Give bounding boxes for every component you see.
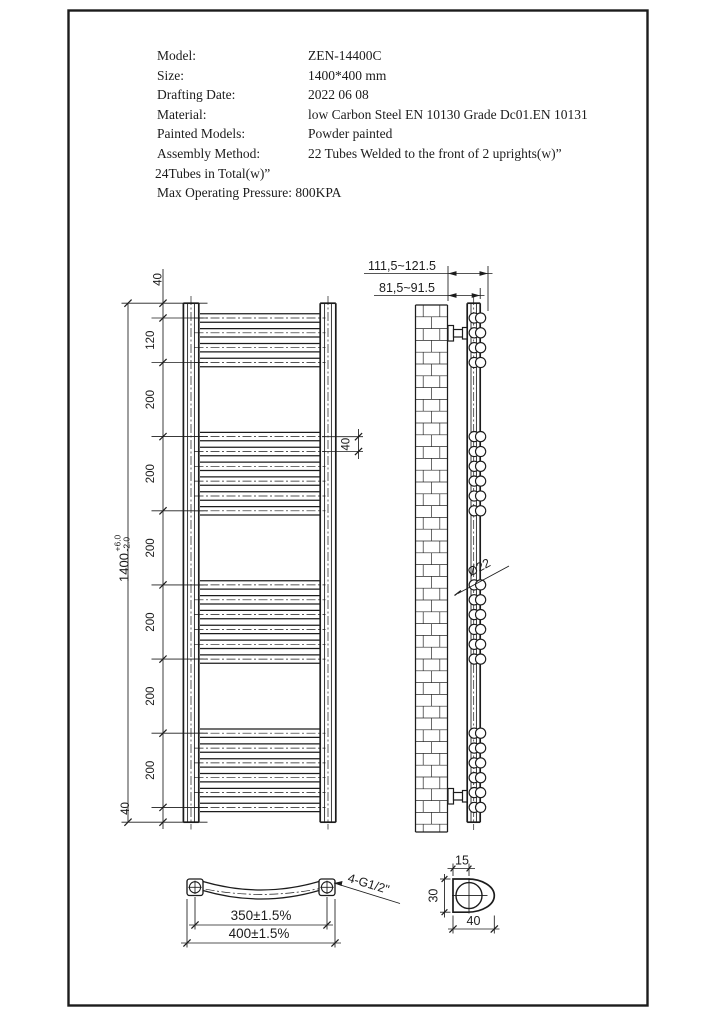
- spec-size-value: 1400*400 mm: [308, 67, 387, 83]
- spec-row-size: [157, 66, 637, 86]
- spec-row-assembly: [157, 144, 637, 164]
- section-height-text: 30: [426, 888, 441, 903]
- wall-bracket-bottom: [448, 789, 467, 805]
- fitting-callout: [334, 871, 400, 904]
- spec-row-date: [157, 85, 637, 105]
- tube-pitch-text: 40: [340, 437, 353, 451]
- section-offset-text: 15: [455, 853, 469, 868]
- side-view: [364, 259, 509, 832]
- overall-height-dim: [113, 534, 132, 582]
- section-detail: [427, 854, 500, 934]
- spec-size-label: Size:: [157, 67, 184, 83]
- center-distance-dim: [189, 897, 333, 930]
- chain-dim-200-6: 200: [145, 760, 157, 780]
- wall-to-front-text: 111,5~121.5: [367, 259, 437, 273]
- spec-block: [157, 46, 637, 203]
- spec-row-painted: [157, 124, 637, 144]
- section-height-dim: [427, 874, 451, 918]
- chain-dim-200-5: 200: [145, 686, 157, 706]
- overall-width-text: 400±1.5%: [228, 926, 290, 941]
- overall-height-text: 1400: [116, 553, 132, 582]
- spec-row-material: [157, 105, 637, 125]
- chain-dim-40-bottom: 40: [120, 802, 132, 815]
- spec-painted-value: Powder painted: [308, 126, 393, 142]
- spec-material-label: Material:: [157, 106, 207, 122]
- section-width-dim: [448, 914, 500, 934]
- spec-assembly-label: Assembly Method:: [157, 145, 261, 161]
- tolerance-minus-text: -2.0: [121, 536, 132, 552]
- spec-date-value: 2022 06 08: [308, 87, 369, 103]
- fitting-text: 4-G1/2": [346, 870, 392, 897]
- section-width-text: 40: [466, 914, 481, 928]
- section-offset-dim: [448, 854, 476, 877]
- spec-continuation-line: 24Tubes in Total(w)”: [155, 165, 271, 181]
- wall-to-back-text: 81,5~91.5: [379, 281, 435, 295]
- spec-model-label: Model:: [157, 48, 196, 63]
- chain-dim-200-2: 200: [145, 464, 157, 484]
- front-tubes: [195, 314, 326, 812]
- tolerance-plus-text: +6.0: [112, 534, 123, 552]
- chain-dim-120: 120: [145, 330, 157, 350]
- chain-dim-200-3: 200: [145, 538, 157, 558]
- spec-painted-label: Painted Models:: [157, 126, 246, 142]
- spec-model-value: ZEN-14400C: [308, 48, 382, 63]
- chain-dim-200-4: 200: [145, 612, 157, 632]
- spec-pressure-line: Max Operating Pressure: 800KPA: [157, 185, 342, 201]
- wall-bracket-top: [448, 326, 467, 342]
- bottom-view: [181, 871, 400, 948]
- left-end-cap: [187, 879, 203, 896]
- chain-dim-200-1: 200: [145, 390, 157, 410]
- center-distance-text: 350±1.5%: [230, 908, 292, 923]
- spec-assembly-value: 22 Tubes Welded to the front of 2 uprights(w)”: [308, 145, 562, 161]
- spec-row-model: [157, 46, 637, 66]
- front-view: [113, 269, 364, 830]
- brick-wall-pattern: [416, 305, 448, 832]
- overall-width-dim: [181, 899, 341, 948]
- spec-date-label: Drafting Date:: [157, 87, 236, 103]
- spec-material-value: low Carbon Steel EN 10130 Grade Dc01.EN 10131: [308, 106, 588, 122]
- tube-diameter-text: Ø22: [465, 555, 493, 580]
- chain-dim-40-top: 40: [152, 273, 165, 286]
- right-end-cap: [319, 879, 335, 896]
- wall-to-back-dim: [374, 281, 485, 299]
